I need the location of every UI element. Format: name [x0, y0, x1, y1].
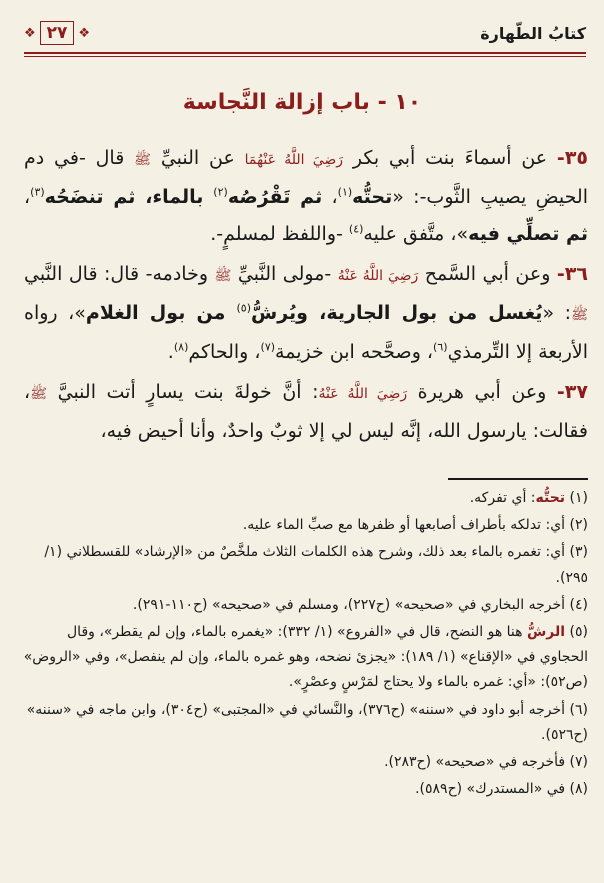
hadith-36: ٣٦- وعن أبي السَّمح رَضِيَ اللَّهُ عَنْهُ -مولى النَّبيِّ ﷺ وخادمه- قال: قال النَّبي ﷺ: «يُغسل من بول الجارية، ويُرشُّ$^{(٥)}$ من بول الغلام»، رواه الأربعة إلا التِّرمذي$^{(٦)}$، وصحَّحه ابن خزيمة$^{(٧)}$، والحاكم$^{(٨)}$.	[24, 263, 588, 363]
honorific: ﷺ	[214, 268, 232, 284]
footnote-number: (٧)	[569, 754, 588, 771]
footnote-ref[interactable]: (٤)	[348, 222, 364, 236]
footnote-number: (٥)	[569, 624, 588, 641]
footnote-number: (٨)	[569, 781, 588, 798]
footnote: (٥) الرشُّ هنا هو النضح، قال في «الفروع» (١/ ٣٣٢): «يغمره بالماء، وإن لم يقطر»، وقال الحجاوي في «الإقناع» (١/ ١٨٩): «يجزئ نضحه، وهو غمره بالماء، وإن لم ينفصل»، وفي «الروض» (ص٥٢): «أي: غمره بالماء ولا يحتاج لمَرْسٍ وعصْرٍ».	[23, 624, 588, 691]
footnote: (٣) أي: تغمره بالماء بعد ذلك، وشرح هذه الكلمات الثلاث ملخَّصٌ من «الإرشاد» للقسطلاني (١/ ٢٩٥).	[44, 544, 588, 586]
footnote-number: (٦)	[569, 701, 588, 718]
footnote: (٨) في «المستدرك» (ح٥٨٩).	[415, 781, 588, 798]
footnote-ref[interactable]: (٦)	[433, 340, 448, 354]
header-rule	[24, 52, 586, 54]
hadith-number: ٣٦-	[556, 263, 588, 285]
footnote-number: (٢)	[569, 517, 588, 534]
footnote-separator	[448, 478, 588, 480]
page-number-box	[24, 21, 90, 45]
running-header	[24, 16, 586, 50]
hadith-quote: ثم تصلِّي فيه	[468, 223, 588, 245]
footnote-ref[interactable]: (٣)	[30, 185, 45, 199]
hadith-quote: ثم تَقْرُصُه	[227, 186, 323, 208]
footnote: (٤) أخرجه البخاري في «صحيحه» (ح٢٢٧)، ومسلم في «صحيحه» (ح١١٠-٢٩١).	[132, 596, 588, 613]
honorific: ﷺ	[571, 307, 588, 323]
honorific: رَضِيَ اللَّهُ عَنْهُمَا	[244, 152, 344, 168]
footnote: (١) تحتُّه: أي تفركه.	[469, 490, 588, 506]
footnote-term: تحتُّه	[535, 490, 566, 506]
footnote-number: (٤)	[569, 596, 588, 613]
hadith-number: ٣٥-	[556, 147, 589, 169]
chapter-title: ١٠ - باب إزالة النَّجاسة	[182, 90, 422, 115]
footnote-ref[interactable]: (٨)	[173, 340, 189, 354]
honorific: ﷺ	[30, 386, 48, 402]
honorific: رَضِيَ اللَّهُ عَنْهُ	[337, 268, 419, 284]
footnote: (٦) أخرجه أبو داود في «سننه» (ح٣٧٦)، والنَّسائي في «المجتبى» (ح٣٠٤)، وابن ماجه في «سننه» (ح٥٢٦).	[26, 701, 588, 743]
ornament-icon: ❖	[78, 25, 91, 41]
footnote-ref[interactable]: (١)	[337, 185, 353, 199]
footnote-number: (١)	[569, 490, 588, 506]
footnotes	[22, 486, 588, 804]
honorific: ﷺ	[134, 152, 152, 168]
hadith-number: ٣٧-	[556, 381, 588, 403]
honorific: رَضِيَ اللَّهُ عَنْهُ	[318, 386, 408, 402]
ornament-icon: ❖	[24, 25, 36, 41]
footnote-term: الرشُّ	[526, 624, 566, 641]
hadith-37: ٣٧- وعن أبي هريرة رَضِيَ اللَّهُ عَنْهُ: أنَّ خولةَ بنت يسارٍ أتت النبيَّ ﷺ، فقالت: يارسول الله، إنَّه ليس لي إلا ثوبٌ واحدٌ، وأنا أحيض فيه،	[24, 381, 588, 442]
footnote: (٧) فأخرجه في «صحيحه» (ح٢٨٣).	[384, 754, 588, 771]
hadith-quote: يُغسل من بول الجارية، ويُرشُّ	[251, 302, 543, 324]
hadith-quote: تحتُّه	[352, 186, 393, 208]
main-text	[24, 140, 588, 453]
footnote-ref[interactable]: (٥)	[236, 301, 252, 315]
footnote-ref[interactable]: (٧)	[260, 340, 276, 354]
header-rule-thin	[24, 56, 586, 57]
hadith-35: ٣٥- عن أسماءَ بنت أبي بكر رَضِيَ اللَّهُ عَنْهُمَا عن النبيِّ ﷺ قال -في دم الحيضِ يصيبِ الثَّوب-: «تحتُّه$^{(١)}$، ثم تَقْرُصُه$^{(٢)}$ بالماء، ثم تنضَحُه$^{(٣)}$، ثم تصلِّي فيه»، متَّفق عليه$^{(٤)}$ -واللفظ لمسلمٍ-.	[24, 147, 589, 245]
hadith-quote: بالماء، ثم تنضَحُه	[44, 186, 214, 208]
hadith-quote: من بول الغلام	[85, 302, 237, 324]
book-title: كتابُ الطّهارة	[480, 23, 586, 43]
footnote-ref[interactable]: (٢)	[213, 185, 228, 199]
page-number: ٢٧	[40, 21, 75, 45]
footnote: (٢) أي: تدلكه بأطراف أصابعها أو ظفرها مع صبِّ الماء عليه.	[242, 517, 588, 534]
footnote-number: (٣)	[569, 544, 588, 561]
